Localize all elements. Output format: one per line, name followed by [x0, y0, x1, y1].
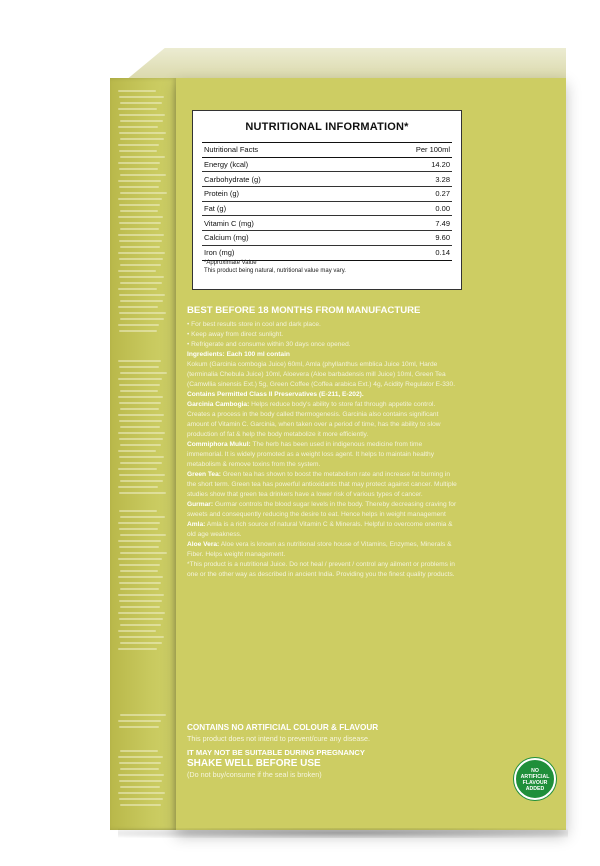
nutrient-value: 14.20 [355, 157, 452, 172]
nutrition-header-row [202, 143, 452, 158]
side-text-line [120, 228, 159, 230]
side-text-line [119, 780, 162, 782]
side-text-line [120, 372, 167, 374]
table-row [202, 201, 452, 216]
nutrient-label: Iron (mg) [202, 245, 355, 260]
nutrient-label: Vitamin C (mg) [202, 216, 355, 231]
side-text-line [118, 216, 163, 218]
nutrient-label: Fat (g) [202, 201, 355, 216]
side-text-line [118, 720, 161, 722]
side-text-line [118, 540, 161, 542]
side-text-line [118, 792, 165, 794]
side-text-line [118, 432, 165, 434]
side-text-line [119, 258, 163, 260]
side-text-line [119, 366, 159, 368]
table-row [202, 157, 452, 172]
side-text-line [118, 522, 160, 524]
label-content [187, 304, 459, 580]
aloe-paragraph [187, 540, 459, 560]
side-text-line [120, 282, 162, 284]
aloe-label: Aloe Vera: [187, 541, 220, 548]
side-text-line [120, 750, 158, 752]
side-text-line [119, 168, 158, 170]
side-text-line [120, 246, 160, 248]
nutrition-notes [204, 259, 454, 275]
side-text-line [119, 420, 162, 422]
side-text-line [118, 648, 157, 650]
garcinia-paragraph [187, 400, 459, 440]
side-text-line [120, 714, 166, 716]
amla-text: Amla is a rich source of natural Vitamin C & Minerals. Helpful to overcome onemia & old age weakness. [187, 521, 453, 538]
box-top-face [110, 48, 566, 82]
side-text-line [118, 324, 159, 326]
side-text-line [120, 300, 163, 302]
side-text-line [119, 330, 157, 332]
side-text-line [119, 96, 164, 98]
side-text-line [120, 120, 163, 122]
side-text-line [119, 618, 163, 620]
side-text-line [119, 186, 159, 188]
side-panel-text-lines [118, 90, 168, 818]
nutrient-label: Protein (g) [202, 187, 355, 202]
mukul-text: The herb has been used in indigenous medicine from time immemorial. It is widely promoted as a weight loss agent. It helps to maintain healthy metabolism & remove toxins from the system. [187, 441, 435, 468]
nutrition-table-box [192, 110, 462, 290]
side-text-line [120, 264, 161, 266]
side-text-line [119, 564, 160, 566]
greentea-paragraph [187, 470, 459, 500]
side-text-line [120, 174, 166, 176]
garcinia-label: Garcinia Cambogia: [187, 401, 250, 408]
side-text-line [120, 390, 158, 392]
side-text-line [119, 438, 163, 440]
disclaimer-text: *This product is a nutritional Juice. Do not heal / prevent / control any ailment or problems in one or the other way as described in ancient India. Providing you the finest quality products. [187, 561, 455, 578]
side-text-line [119, 114, 165, 116]
side-text-line [120, 516, 165, 518]
side-text-line [120, 642, 162, 644]
preservatives-text: Contains Permitted Class II Preservatives (E-211, E-202). [187, 391, 364, 398]
nutrient-value: 0.27 [355, 187, 452, 202]
side-text-line [118, 450, 156, 452]
side-text-line [120, 552, 167, 554]
box-shadow [118, 828, 568, 838]
mukul-label: Commiphora Mukul: [187, 441, 251, 448]
side-text-line [119, 492, 166, 494]
amla-label: Amla: [187, 521, 206, 528]
side-text-line [118, 162, 160, 164]
side-text-line [118, 90, 156, 92]
side-text-line [120, 408, 159, 410]
side-text-line [118, 234, 164, 236]
side-text-line [120, 210, 158, 212]
nutrient-value: 0.14 [355, 245, 452, 260]
natural-note: This product being natural, nutritional value may vary. [204, 268, 346, 274]
gurmar-label: Gurmar: [187, 501, 214, 508]
badge-line-3: FLAVOUR [522, 780, 548, 786]
gurmar-text: Gurmar controls the blood sugar levels in the body. Thereby decreasing craving for sweets and consequently reducing the desire to eat. Hence helps in weight management [187, 501, 457, 518]
side-text-line [118, 468, 157, 470]
side-text-line [119, 204, 160, 206]
side-text-line [118, 576, 163, 578]
no-artificial-heading: CONTAINS NO ARTIFICIAL COLOUR & FLAVOUR [187, 723, 379, 732]
side-text-line [120, 102, 162, 104]
side-text-line [119, 546, 159, 548]
nutrient-value: 9.60 [355, 231, 452, 246]
side-text-line [120, 318, 164, 320]
table-row [202, 172, 452, 187]
nutrition-header-label: Nutritional Facts [202, 143, 355, 158]
approx-note: *Approximate Value [204, 260, 257, 266]
side-text-line [119, 402, 161, 404]
amla-paragraph [187, 520, 459, 540]
side-text-line [118, 396, 163, 398]
side-text-line [119, 384, 160, 386]
gurmar-paragraph [187, 500, 459, 520]
table-row [202, 187, 452, 202]
side-text-line [120, 534, 166, 536]
side-text-line [119, 132, 166, 134]
side-text-line [120, 462, 162, 464]
side-text-line [118, 378, 162, 380]
side-text-line [120, 444, 161, 446]
best-before-heading: BEST BEFORE 18 MONTHS FROM MANUFACTURE [187, 305, 421, 316]
nutrient-value: 7.49 [355, 216, 452, 231]
greentea-label: Green Tea: [187, 471, 221, 478]
side-text-line [120, 480, 163, 482]
side-text-line [119, 600, 162, 602]
side-text-line [118, 630, 156, 632]
side-text-line [120, 570, 158, 572]
storage-line: • For best results store in cool and dark place. [187, 321, 321, 328]
garcinia-text: Helps reduce body's ability to store fat through appetite control. Creates a process in the body called thermogenesis. Garcinia also contains significant amount of Vitamin C. Garcinia, when taken over a period of time, has the ability to slow production of fat & help the body metabolize it more efficiently. [187, 401, 441, 438]
nutrient-value: 0.00 [355, 201, 452, 216]
badge-line-1: NO [531, 768, 539, 774]
side-text-line [120, 786, 160, 788]
nutrient-value: 3.28 [355, 172, 452, 187]
side-text-line [118, 486, 158, 488]
side-text-line [119, 798, 163, 800]
side-text-line [118, 198, 162, 200]
side-text-line [118, 360, 161, 362]
side-text-line [118, 270, 156, 272]
side-text-line [120, 192, 167, 194]
side-text-line [119, 240, 162, 242]
seal-text: (Do not buy/consume if the seal is broken) [187, 770, 322, 779]
side-text-line [118, 108, 157, 110]
badge-line-2: ARTIFICIAL [520, 774, 550, 780]
box-side-panel [110, 78, 176, 830]
table-row [202, 245, 452, 260]
side-text-line [120, 624, 161, 626]
nutrition-table [202, 142, 452, 261]
side-text-line [119, 294, 165, 296]
mukul-paragraph [187, 440, 459, 470]
side-text-line [118, 612, 165, 614]
side-text-line [118, 144, 159, 146]
side-text-line [118, 180, 161, 182]
no-artificial-flavour-badge-icon [514, 758, 556, 800]
badge-line-4: ADDED [525, 786, 545, 792]
side-text-line [120, 804, 161, 806]
storage-line: • Refrigerate and consume within 30 days once opened. [187, 341, 351, 348]
side-text-line [119, 276, 164, 278]
nutrition-header-value: Per 100ml [355, 143, 452, 158]
table-row [202, 216, 452, 231]
shake-heading: SHAKE WELL BEFORE USE [187, 758, 321, 769]
aloe-text: Aloe vera is known as nutritional store house of Vitamins, Enzymes, Minerals & Fiber. Helps weight management. [187, 541, 452, 558]
side-text-line [118, 414, 164, 416]
side-text-line [118, 126, 158, 128]
side-text-line [120, 156, 165, 158]
side-text-line [118, 594, 164, 596]
side-text-line [118, 288, 157, 290]
side-text-line [118, 756, 163, 758]
ingredients-text: Kokum (Garcinia combogia Juice) 60ml, Amla (phyllanthus emblica Juice 10ml, Harde (terminalia Chebula Juice) 10ml, Aloevera (Aloe barbadensis mill Juice) 10ml, Green Tea (Camwllia sinensis Ext.) 5g, Green Coffee (Coffea arabica Ext.) 4g, Acidity Regulator E-330. [187, 361, 456, 388]
side-text-line [118, 558, 162, 560]
side-text-line [119, 312, 166, 314]
ingredients-heading: Ingredients: Each 100 ml contain [187, 351, 290, 358]
side-text-line [119, 582, 161, 584]
side-text-line [120, 606, 160, 608]
table-row [202, 231, 452, 246]
side-text-line [119, 762, 161, 764]
pregnancy-warning: IT MAY NOT BE SUITABLE DURING PREGNANCY [187, 748, 365, 757]
side-text-line [119, 636, 164, 638]
side-text-line [119, 528, 158, 530]
storage-line: • Keep away from direct sunlight. [187, 331, 284, 338]
side-text-line [118, 774, 164, 776]
side-text-line [119, 222, 161, 224]
side-text-line [120, 588, 159, 590]
nutrition-title: NUTRITIONAL INFORMATION* [245, 121, 409, 133]
side-text-line [120, 768, 159, 770]
side-text-line [118, 306, 158, 308]
side-text-line [119, 474, 165, 476]
side-text-line [119, 150, 157, 152]
side-text-line [120, 138, 164, 140]
nutrient-label: Calcium (mg) [202, 231, 355, 246]
nutrient-label: Carbohydrate (g) [202, 172, 355, 187]
bottom-warnings [187, 722, 427, 780]
no-prevent-text: This product does not intend to prevent/cure any disease. [187, 734, 370, 743]
side-text-line [119, 726, 159, 728]
greentea-text: Green tea has shown to boost the metabolism rate and increase fat burning in the short term. Green tea has powerful antioxidants that may protect against cancer. Multiple studies show that green tea drinkers have a lower risk of various types of cancer. [187, 471, 457, 498]
side-text-line [120, 426, 160, 428]
side-text-line [119, 510, 157, 512]
side-text-line [118, 252, 165, 254]
side-text-line [119, 456, 164, 458]
nutrient-label: Energy (kcal) [202, 157, 355, 172]
